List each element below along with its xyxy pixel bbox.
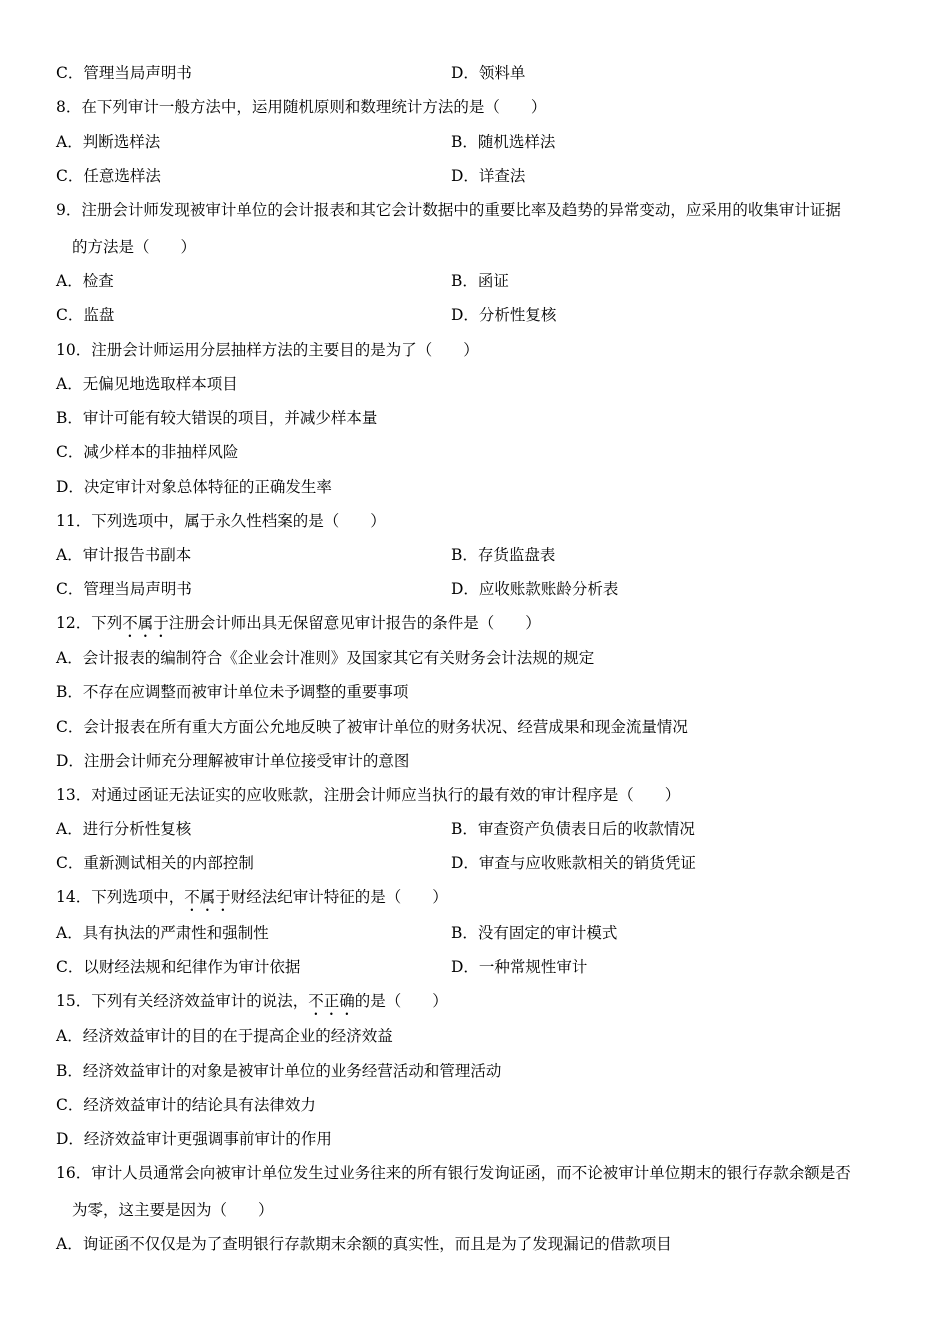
question-16-continued: 为零，这主要是因为（ ） [72, 1201, 274, 1219]
option-row [56, 303, 557, 327]
option-row [56, 130, 556, 154]
question-9-continued: 的方法是（ ） [72, 238, 197, 256]
option-a: A．审计报告书副本 [56, 546, 192, 564]
option-b: B．随机选样法 [451, 133, 556, 151]
option-d: D．详查法 [451, 167, 526, 185]
emphasis-text: 不正确 [308, 992, 355, 1010]
question-16: 16．审计人员通常会向被审计单位发生过业务往来的所有银行发询证函，而不论被审计单位期末的银行存款余额是否 [56, 1164, 851, 1182]
option-c: C．会计报表在所有重大方面公允地反映了被审计单位的财务状况、经营成果和现金流量情况 [56, 718, 688, 736]
option-row [56, 164, 526, 188]
option-d: D．领料单 [451, 64, 526, 82]
option-d: D．决定审计对象总体特征的正确发生率 [56, 478, 332, 496]
option-c: C．监盘 [56, 306, 115, 324]
option-c: C．管理当局声明书 [56, 580, 192, 598]
option-row [56, 269, 509, 293]
option-c: C．任意选样法 [56, 167, 161, 185]
option-a: A．检查 [56, 272, 114, 290]
option-d: D．一种常规性审计 [451, 958, 588, 976]
question-10: 10．注册会计师运用分层抽样方法的主要目的是为了（ ） [56, 341, 479, 359]
option-a: A．具有执法的严肃性和强制性 [56, 924, 269, 942]
question-13: 13．对通过函证无法证实的应收账款，注册会计师应当执行的最有效的审计程序是（ ） [56, 786, 681, 804]
option-row [56, 921, 618, 945]
option-row [56, 543, 556, 567]
option-row [56, 851, 696, 875]
option-b: B．审查资产负债表日后的收款情况 [451, 820, 695, 838]
option-row [56, 61, 526, 85]
emphasis-text: 不属于 [122, 614, 169, 632]
option-d: D．注册会计师充分理解被审计单位接受审计的意图 [56, 752, 410, 770]
question-8: 8．在下列审计一般方法中，运用随机原则和数理统计方法的是（ ） [56, 98, 547, 116]
option-a: A．询证函不仅仅是为了查明银行存款期末余额的真实性，而且是为了发现漏记的借款项目 [56, 1235, 672, 1253]
option-d: D．审查与应收账款相关的销货凭证 [451, 854, 696, 872]
option-c: C．管理当局声明书 [56, 64, 192, 82]
emphasis-text: 不属于 [184, 888, 231, 906]
option-c: C．减少样本的非抽样风险 [56, 443, 239, 461]
option-b: B．函证 [451, 272, 509, 290]
option-c: C．重新测试相关的内部控制 [56, 854, 254, 872]
option-b: B．不存在应调整而被审计单位未予调整的重要事项 [56, 683, 409, 701]
option-b: B．没有固定的审计模式 [451, 924, 618, 942]
option-d: D．分析性复核 [451, 306, 557, 324]
question-11: 11．下列选项中，属于永久性档案的是（ ） [56, 512, 386, 530]
option-a: A．会计报表的编制符合《企业会计准则》及国家其它有关财务会计法规的规定 [56, 649, 595, 667]
option-d: D．经济效益审计更强调事前审计的作用 [56, 1130, 332, 1148]
option-b: B．经济效益审计的对象是被审计单位的业务经营活动和管理活动 [56, 1062, 502, 1080]
option-c: C．以财经法规和纪律作为审计依据 [56, 958, 301, 976]
question-14: 14．下列选项中，不属于财经法纪审计特征的是（ ） [56, 888, 448, 906]
option-c: C．经济效益审计的结论具有法律效力 [56, 1096, 316, 1114]
option-a: A．无偏见地选取样本项目 [56, 375, 238, 393]
option-d: D．应收账款账龄分析表 [451, 580, 619, 598]
option-row [56, 577, 619, 601]
question-15: 15．下列有关经济效益审计的说法，不正确的是（ ） [56, 992, 448, 1010]
option-a: A．进行分析性复核 [56, 820, 192, 838]
option-row [56, 955, 588, 979]
question-12: 12．下列不属于注册会计师出具无保留意见审计报告的条件是（ ） [56, 614, 541, 632]
option-row [56, 817, 695, 841]
option-b: B．存货监盘表 [451, 546, 556, 564]
option-a: A．经济效益审计的目的在于提高企业的经济效益 [56, 1027, 393, 1045]
option-b: B．审计可能有较大错误的项目，并减少样本量 [56, 409, 378, 427]
option-a: A．判断选样法 [56, 133, 161, 151]
question-9: 9．注册会计师发现被审计单位的会计报表和其它会计数据中的重要比率及趋势的异常变动，应采用的收集审计证据 [56, 201, 841, 219]
